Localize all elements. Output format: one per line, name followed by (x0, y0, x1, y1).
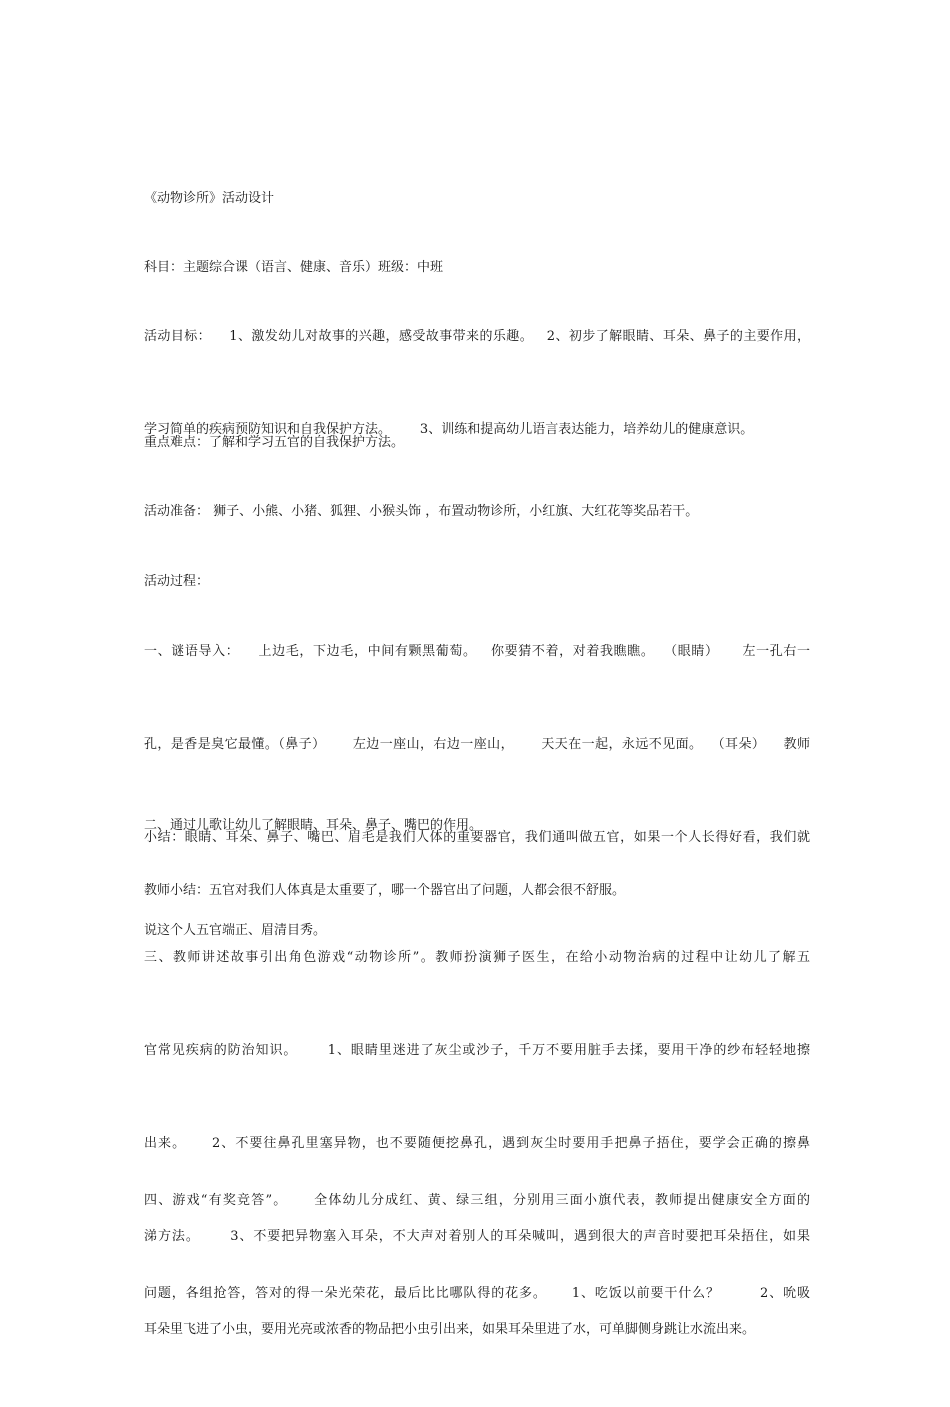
section3-line-2: 官常见疾病的防治知识。 1、眼睛里迷进了灰尘或沙子，千万不要用脏手去揉，要用干净的纱布轻轻地擦 (144, 1043, 810, 1058)
teacher-summary-text: 教师小结：五官对我们人体真是太重要了，哪一个器官出了问题，人都会很不舒服。 (144, 883, 626, 898)
key-point-text: 重点难点：了解和学习五官的自我保护方法。 (144, 435, 405, 450)
section4-line-1: 四、游戏“有奖竞答”。 全体幼儿分成红、黄、绿三组，分别用三面小旗代表，教师提出健康安全方面的 (144, 1193, 810, 1208)
section1-line-4: 说这个人五官端正、眉清目秀。 (144, 923, 327, 938)
section1-line-3: 小结：眼睛、耳朵、鼻子、嘴巴、眉毛是我们人体的重要器官，我们通叫做五官，如果一个人长得好看，我们就 (144, 830, 810, 845)
section-quiz-game (144, 1123, 810, 1371)
section1-line-1: 一、谜语导入： 上边毛，下边毛，中间有颗黑葡萄。 你要猜不着，对着我瞧瞧。 （眼睛） 左一孔右一 (144, 644, 810, 659)
section3-line-5: 耳朵里飞进了小虫，要用光亮或浓香的物品把小虫引出来，如果耳朵里进了水，可单脚侧身跳让水流出来。 (144, 1322, 756, 1337)
title-line: 《动物诊所》活动设计 (144, 191, 275, 206)
section4-line-2: 问题，各组抢答，答对的得一朵光荣花，最后比比哪队得的花多。 1、吃饭以前要干什么？ 2、吮吸 (144, 1286, 810, 1301)
section2-text: 二、通过儿歌让幼儿了解眼睛、耳朵、鼻子、嘴巴的作用。 (144, 818, 483, 833)
goals-line-1: 活动目标： 1、激发幼儿对故事的兴趣，感受故事带来的乐趣。 2、初步了解眼睛、耳朵、鼻子的主要作用， (144, 329, 810, 344)
section3-line-4: 涕方法。 3、不要把异物塞入耳朵，不大声对着别人的耳朵喊叫，遇到很大的声音时要把耳朵捂住，如果 (144, 1229, 810, 1244)
preparation-text: 活动准备： 狮子、小熊、小猪、狐狸、小猴头饰 ，布置动物诊所，小红旗、大红花等奖品若干。 (144, 504, 699, 519)
section3-line-3: 出来。 2、不要往鼻孔里塞异物，也不要随便挖鼻孔，遇到灰尘时要用手把鼻子捂住，要学会正确的擦鼻 (144, 1136, 810, 1151)
subject-text: 科目：主题综合课（语言、健康、音乐）班级：中班 (144, 260, 444, 275)
goals-line-2: 学习简单的疾病预防知识和自我保护方法。 3、训练和提高幼儿语言表达能力，培养幼儿的健康意识。 (144, 422, 754, 437)
section3-line-1: 三、教师讲述故事引出角色游戏“动物诊所”。教师扮演狮子医生，在给小动物治病的过程中让幼儿了解五 (144, 950, 810, 965)
process-heading-text: 活动过程： (144, 574, 210, 589)
section1-line-2: 孔，是香是臭它最懂。（鼻子） 左边一座山，右边一座山， 天天在一起，永远不见面。 （耳朵） 教师 (144, 737, 810, 752)
